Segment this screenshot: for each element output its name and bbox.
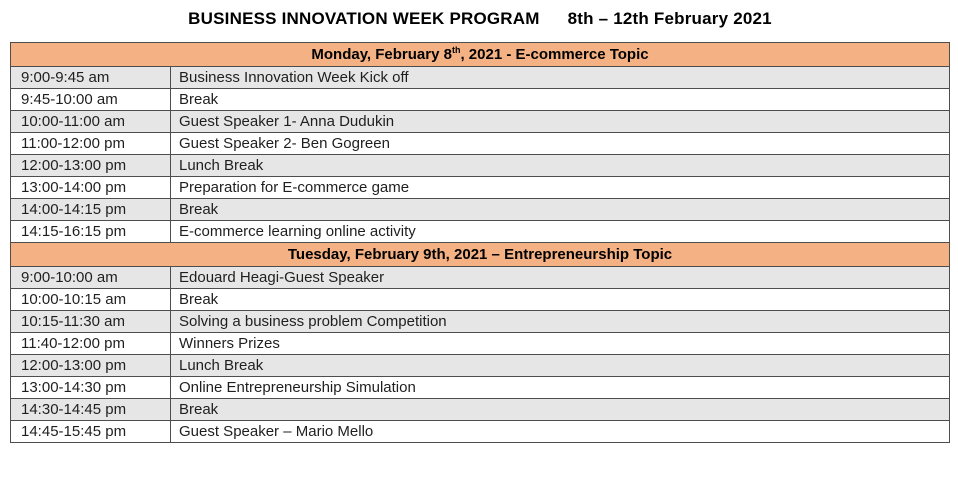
activity-cell: Break xyxy=(171,289,950,311)
schedule-row xyxy=(11,355,950,377)
time-cell: 11:00-12:00 pm xyxy=(11,133,171,155)
time-cell: 9:00-10:00 am xyxy=(11,267,171,289)
schedule-row xyxy=(11,421,950,443)
activity-cell: Edouard Heagi-Guest Speaker xyxy=(171,267,950,289)
schedule-row xyxy=(11,311,950,333)
activity-cell: Solving a business problem Competition xyxy=(171,311,950,333)
time-cell: 12:00-13:00 pm xyxy=(11,155,171,177)
day-header-cell-tuesday xyxy=(11,243,950,267)
time-cell: 14:00-14:15 pm xyxy=(11,199,171,221)
monday-section xyxy=(11,43,950,243)
activity-cell: Lunch Break xyxy=(171,155,950,177)
activity-cell: Guest Speaker 2- Ben Gogreen xyxy=(171,133,950,155)
day-header-text: Tuesday, February 9th, 2021 – Entrepreneurship Topic xyxy=(287,246,673,263)
time-cell: 13:00-14:00 pm xyxy=(11,177,171,199)
program-table xyxy=(10,42,950,443)
time-cell: 10:00-10:15 am xyxy=(11,289,171,311)
day-header-superscript: th xyxy=(451,45,461,55)
time-cell: 11:40-12:00 pm xyxy=(11,333,171,355)
schedule-row xyxy=(11,289,950,311)
activity-cell: Guest Speaker – Mario Mello xyxy=(171,421,950,443)
activity-cell: Break xyxy=(171,399,950,421)
time-cell: 12:00-13:00 pm xyxy=(11,355,171,377)
day-header-text: , 2021 - E-commerce Topic xyxy=(460,46,649,63)
schedule-row xyxy=(11,221,950,243)
activity-cell: Preparation for E-commerce game xyxy=(171,177,950,199)
activity-cell: Business Innovation Week Kick off xyxy=(171,67,950,89)
schedule-row xyxy=(11,67,950,89)
day-header-row xyxy=(11,243,950,267)
activity-cell: Online Entrepreneurship Simulation xyxy=(171,377,950,399)
time-cell: 9:00-9:45 am xyxy=(11,67,171,89)
schedule-row xyxy=(11,377,950,399)
schedule-row xyxy=(11,399,950,421)
time-cell: 13:00-14:30 pm xyxy=(11,377,171,399)
activity-cell: Lunch Break xyxy=(171,355,950,377)
schedule-row xyxy=(11,267,950,289)
schedule-row xyxy=(11,155,950,177)
schedule-row xyxy=(11,199,950,221)
activity-cell: Break xyxy=(171,199,950,221)
time-cell: 14:45-15:45 pm xyxy=(11,421,171,443)
schedule-row xyxy=(11,133,950,155)
schedule-row xyxy=(11,333,950,355)
time-cell: 10:15-11:30 am xyxy=(11,311,171,333)
schedule-row xyxy=(11,89,950,111)
activity-cell: Break xyxy=(171,89,950,111)
page-title-dates: 8th – 12th February 2021 xyxy=(567,9,772,28)
day-header-text: Monday, February 8 xyxy=(311,46,452,63)
time-cell: 14:30-14:45 pm xyxy=(11,399,171,421)
day-header-row xyxy=(11,43,950,67)
activity-cell: Winners Prizes xyxy=(171,333,950,355)
page-title-program: BUSINESS INNOVATION WEEK PROGRAM xyxy=(188,9,540,28)
page-title xyxy=(10,9,950,29)
time-cell: 9:45-10:00 am xyxy=(11,89,171,111)
day-header-cell-monday xyxy=(11,43,950,67)
schedule-row xyxy=(11,177,950,199)
activity-cell: E-commerce learning online activity xyxy=(171,221,950,243)
activity-cell: Guest Speaker 1- Anna Dudukin xyxy=(171,111,950,133)
time-cell: 14:15-16:15 pm xyxy=(11,221,171,243)
tuesday-section xyxy=(11,243,950,443)
schedule-row xyxy=(11,111,950,133)
time-cell: 10:00-11:00 am xyxy=(11,111,171,133)
